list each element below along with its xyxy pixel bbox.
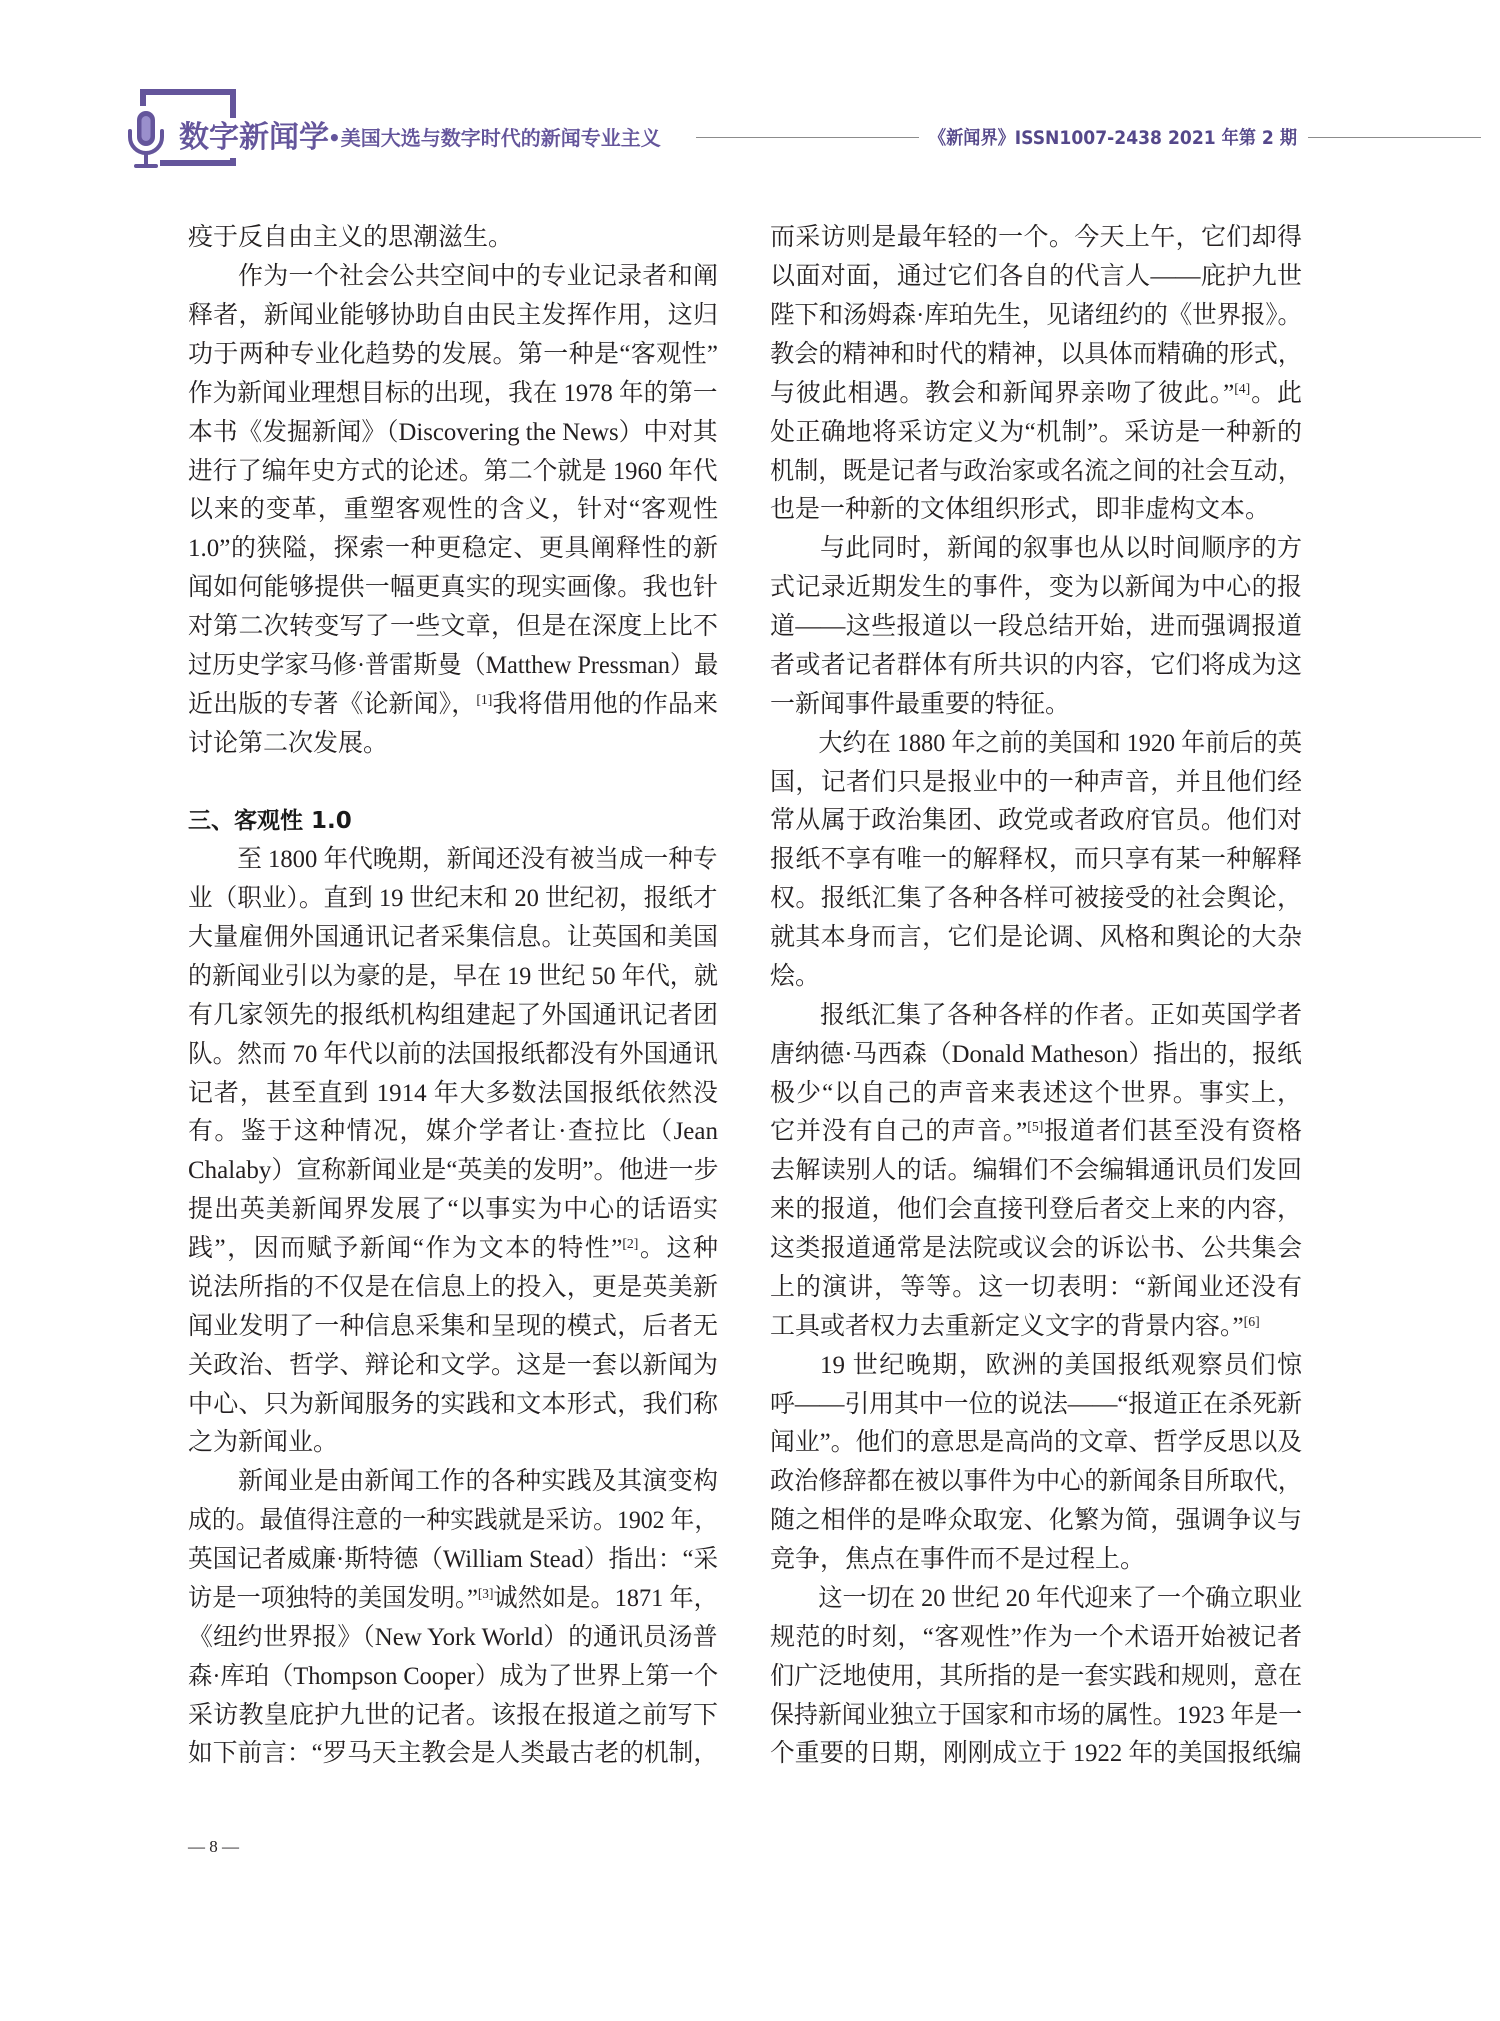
text-line: 唐纳德·马西森（Donald Matheson）指出的，报纸 [770,1040,1302,1068]
text-line: 新闻业是由新闻工作的各种实践及其演变构 [238,1468,718,1496]
paragraph [188,841,718,1463]
text-line: 有。鉴于这种情况，媒介学者让·查拉比（Jean [188,1118,718,1146]
header-rule [1308,137,1481,138]
text-line: 关政治、哲学、辩论和文学。这是一套以新闻为 [188,1351,718,1379]
text-line: 作为一个社会公共空间中的专业记录者和阐 [238,263,718,291]
footnote-reference: [6] [1243,1313,1260,1329]
text-line [770,1308,1302,1347]
text-line: 保持新闻业独立于国家和市场的属性。1923 年是一 [770,1701,1303,1729]
text-segment: 报道者们甚至没有资格 [1043,1118,1302,1146]
text-line: 这一切在 20 世纪 20 年代迎来了一个确立职业 [818,1584,1303,1612]
paragraph [770,1347,1302,1580]
text-line: 采访教皇庇护九世的记者。该报在报道之前写下 [188,1701,718,1729]
text-line: 道——这些报道以一段总结开始，进而强调报道 [770,613,1302,641]
text-segment: 工具或者权力去重新定义文字的背景内容。” [770,1312,1244,1340]
text-line: 说法所指的不仅是在信息上的投入，更是英美新 [188,1273,718,1301]
text-line: 中心、只为新闻服务的实践和文本形式，我们称 [188,1390,718,1418]
text-line: 讨论第二次发展。 [188,729,389,757]
text-line: 作为新闻业理想目标的出现，我在 1978 年的第一 [188,379,718,407]
page-number: — 8 — [188,1837,239,1856]
text-segment: 。此 [1250,379,1302,407]
text-line: 随之相伴的是哗众取宠、化繁为简，强调争议与 [770,1507,1302,1535]
text-line: 报纸不享有唯一的解释权，而只享有某一种解释 [770,846,1302,874]
text-line: Chalaby）宣称新闻业是“英美的发明”。他进一步 [188,1157,719,1185]
text-line: 者或者记者群体有所共识的内容，它们将成为这 [770,651,1302,679]
paragraph [188,219,718,258]
text-line: 报纸汇集了各种各样的作者。正如英国学者 [820,1001,1302,1029]
text-line: 成的。最值得注意的一种实践就是采访。1902 年， [188,1507,719,1535]
text-line: 疫于反自由主义的思潮滋生。 [188,224,514,252]
article-title: 美国大选与数字时代的新闻专业主义 [340,126,661,150]
text-line: 教会的精神和时代的精神，以具体而精确的形式， [770,340,1303,368]
left-column [188,219,718,1774]
text-line: 来的报道，他们会直接刊登后者交上来的内容， [770,1196,1302,1224]
paragraph [770,997,1302,1347]
text-line: 进行了编年史方式的论述。第二个就是 1960 年代 [188,457,718,485]
paragraph [770,1580,1302,1774]
text-segment: 。这种 [638,1235,718,1263]
footnote-reference: [5] [1027,1119,1044,1135]
title-separator: • [328,126,341,150]
text-line: 队。然而 70 年代以前的法国报纸都没有外国通讯 [188,1040,718,1068]
text-line: 森·库珀（Thompson Cooper）成为了世界上第一个 [188,1662,719,1690]
text-line: 机制，既是记者与政治家或名流之间的社会互动， [770,457,1303,485]
text-line: 陛下和汤姆森·库珀先生，见诸纽约的《世界报》。 [770,302,1302,330]
text-line: 闻业发明了一种信息采集和呈现的模式，后者无 [188,1312,718,1340]
text-segment: 践”，因而赋予新闻“作为文本的特性” [188,1235,623,1263]
text-line: 至 1800 年代晚期，新闻还没有被当成一种专 [237,846,718,874]
text-line: 记者，甚至直到 1914 年大多数法国报纸依然没 [188,1079,718,1107]
running-header [0,0,1500,190]
text-segment: 与彼此相遇。教会和新闻界亲吻了彼此。” [770,379,1235,407]
text-line: 极少“以自己的声音来表述这个世界。事实上， [770,1079,1302,1107]
text-segment: 它并没有自己的声音。” [770,1118,1028,1146]
text-line: 之为新闻业。 [188,1429,339,1457]
text-line: 式记录近期发生的事件，变为以新闻为中心的报 [770,574,1302,602]
text-line: 对第二次转变写了一些文章，但是在深度上比不 [188,613,718,641]
article-title-group [328,125,686,151]
text-line: 与此同时，新闻的叙事也从以时间顺序的方 [820,535,1302,563]
text-line: 《纽约世界报》（New York World）的通讯员汤普 [188,1623,718,1651]
paragraph [188,1463,718,1774]
paragraph [188,258,718,763]
footnote-reference: [3] [477,1585,494,1601]
text-segment: 诚然如是。1871 年， [493,1584,718,1612]
text-line: 一新闻事件最重要的特征。 [770,690,1071,718]
text-line [188,686,718,725]
text-line: 释者，新闻业能够协助自由民主发挥作用，这归 [188,302,718,330]
footnote-reference: [4] [1234,380,1251,396]
text-line: 大约在 1880 年之前的美国和 1920 年前后的英 [818,729,1303,757]
paragraph [770,725,1302,997]
text-line: 处正确地将采访定义为“机制”。采访是一种新的 [770,418,1302,446]
text-line: 功于两种专业化趋势的发展。第一种是“客观性” [188,340,718,368]
text-line [188,1230,718,1269]
text-line: 规范的时刻，“客观性”作为一个术语开始被记者 [770,1623,1302,1651]
text-line: 呼——引用其中一位的说法——“报道正在杀死新 [770,1390,1303,1418]
text-line: 如下前言：“罗马天主教会是人类最古老的机制， [188,1740,719,1768]
paragraph [770,530,1302,724]
text-line [188,1580,718,1619]
text-line: 的新闻业引以为豪的是，早在 19 世纪 50 年代，就 [188,962,718,990]
text-segment: 访是一项独特的美国发明。” [188,1584,478,1612]
text-line: 竞争，焦点在事件而不是过程上。 [770,1546,1146,1574]
footnote-reference: [2] [622,1235,639,1251]
text-line: 1.0”的狭隘，探索一种更稳定、更具阐释性的新 [188,535,718,563]
text-line: 个重要的日期，刚刚成立于 1922 年的美国报纸编 [770,1740,1302,1768]
text-line: 政治修辞都在被以事件为中心的新闻条目所取代， [770,1468,1303,1496]
text-segment: 我将借用他的作品来 [492,690,718,718]
text-line: 闻如何能够提供一幅更真实的现实画像。我也针 [188,574,718,602]
microphone-icon [124,106,168,172]
paragraph [770,219,1302,530]
text-line: 以来的变革，重塑客观性的含义，针对“客观性 [188,496,718,524]
text-line: 这类报道通常是法院或议会的诉讼书、公共集会 [770,1235,1302,1263]
text-line: 提出英美新闻界发展了“以事实为中心的话语实 [188,1196,718,1224]
text-line: 国，记者们只是报业中的一种声音，并且他们经 [770,768,1302,796]
header-rule [696,137,919,138]
text-line: 本书《发掘新闻》（Discovering the News）中对其 [188,418,718,446]
text-line: 上的演讲，等等。这一切表明：“新闻业还没有 [770,1273,1302,1301]
text-line: 以面对面，通过它们各自的代言人——庇护九世 [770,263,1302,291]
text-line: 英国记者威廉·斯特德（William Stead）指出：“采 [188,1546,719,1574]
text-line: 权。报纸汇集了各种各样可被接受的社会舆论， [770,885,1302,913]
text-line: 就其本身而言，它们是论调、风格和舆论的大杂 [770,924,1302,952]
section-heading: 三、客观性 1.0 [188,808,352,835]
text-line: 有几家领先的报纸机构组建起了外国通讯记者团 [188,1001,718,1029]
footnote-reference: [1] [476,691,493,707]
text-line [770,375,1302,414]
text-line: 也是一种新的文体组织形式，即非虚构文本。 [770,496,1271,524]
text-line: 烩。 [770,962,821,990]
text-line: 过历史学家马修·普雷斯曼（Matthew Pressman）最 [188,651,719,679]
text-line [770,1113,1302,1152]
text-line: 去解读别人的话。编辑们不会编辑通讯员们发回 [770,1157,1302,1185]
text-line: 常从属于政治集团、政党或者政府官员。他们对 [770,807,1302,835]
journal-info: 《新闻界》ISSN1007-2438 2021 年第 2 期 [929,128,1297,149]
section-title: 数字新闻学 [176,118,329,158]
text-line: 19 世纪晚期，欧洲的美国报纸观察员们惊 [820,1351,1302,1379]
text-segment: 近出版的专著《论新闻》， [188,690,477,718]
text-line: 大量雇佣外国通讯记者采集信息。让英国和美国 [188,924,718,952]
text-line: 而采访则是最年轻的一个。今天上午，它们却得 [770,224,1302,252]
right-column [770,219,1302,1774]
text-line: 闻业”。他们的意思是高尚的文章、哲学反思以及 [770,1429,1303,1457]
text-line: 们广泛地使用，其所指的是一套实践和规则，意在 [770,1662,1303,1690]
text-line: 业（职业）。直到 19 世纪末和 20 世纪初，报纸才 [188,885,718,913]
